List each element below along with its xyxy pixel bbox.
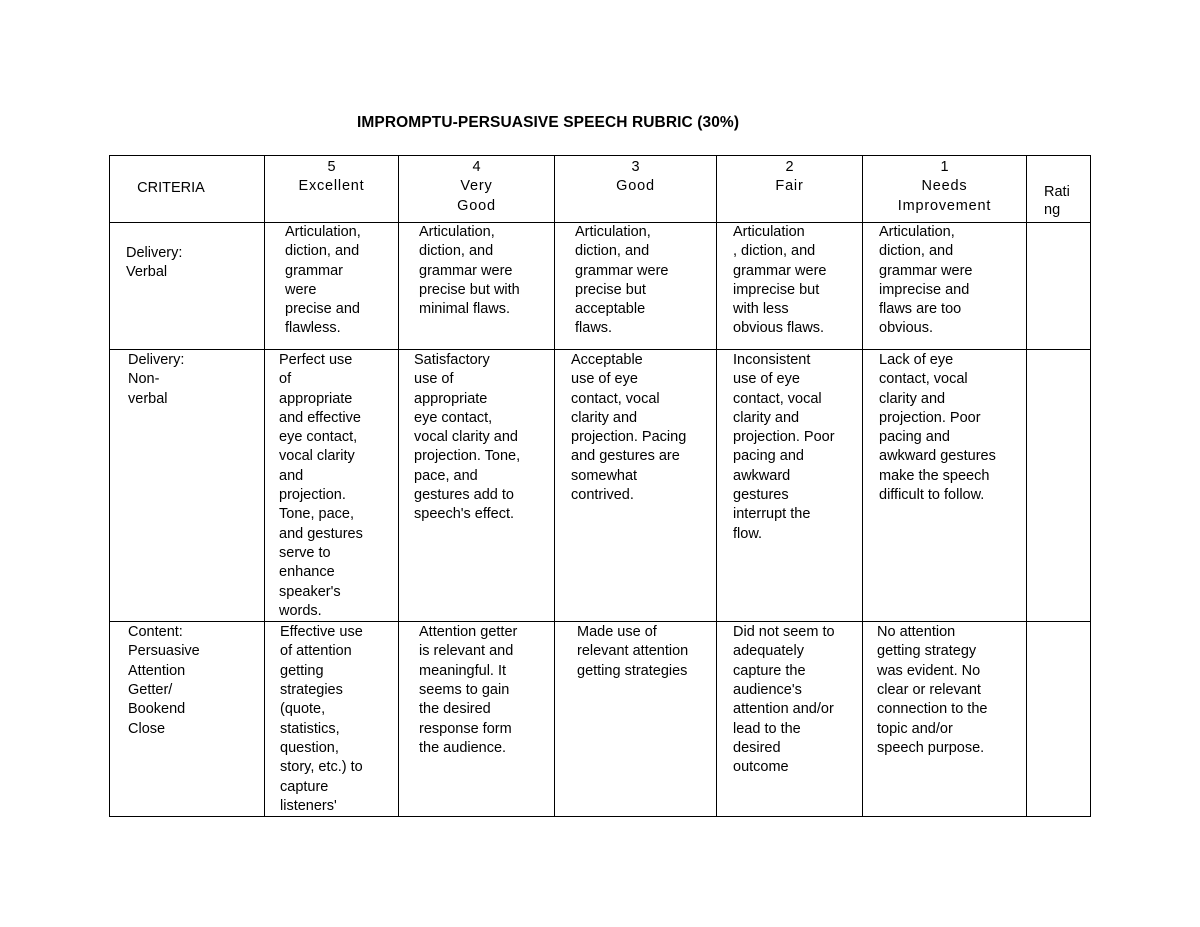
descriptor-text: Did not seem to adequately capture the audience's attention and/or lead to the desired outcome (733, 624, 835, 776)
header-row (110, 156, 1091, 223)
level-header-4 (399, 156, 555, 223)
score-cell-1 (863, 350, 1027, 622)
rating-cell[interactable] (1027, 223, 1091, 350)
rubric-table (109, 155, 1091, 817)
descriptor-text: Inconsistent use of eye contact, vocal clarity and projection. Poor pacing and awkward gestures interrupt the flow. (733, 352, 835, 542)
score-cell-5 (265, 223, 399, 350)
score-cell-4 (399, 223, 555, 350)
level-label: Good (457, 197, 496, 214)
level-score: 2 (785, 159, 794, 175)
score-cell-2 (717, 622, 863, 817)
level-score: 1 (940, 159, 949, 175)
level-label: Excellent (298, 178, 365, 195)
criteria-header (110, 156, 265, 223)
rubric-title: IMPROMPTU-PERSUASIVE SPEECH RUBRIC (30%) (357, 114, 740, 131)
descriptor-text: Acceptable use of eye contact, vocal clarity and projection. Pacing and gestures are somewhat contrived. (571, 352, 687, 504)
rating-header (1027, 156, 1091, 223)
descriptor-text: No attention getting strategy was evident. No clear or relevant connection to the topic and/or speech purpose. (877, 624, 988, 756)
criterion-label: Delivery: Verbal (126, 245, 183, 281)
criterion-label: Content: Persuasive Attention Getter/ Bookend Close (128, 624, 200, 737)
score-cell-5 (265, 622, 399, 817)
level-label: Very (460, 178, 493, 195)
rating-label: ng (1044, 202, 1061, 218)
descriptor-text: Lack of eye contact, vocal clarity and projection. Poor pacing and awkward gestures make the speech difficult to follow. (879, 352, 996, 504)
level-score: 5 (327, 159, 336, 175)
criterion-label: Delivery: Non- verbal (128, 352, 185, 407)
rubric-row-verbal (110, 223, 1091, 350)
descriptor-text: Articulation, diction, and grammar were precise and flawless. (285, 224, 361, 337)
criterion-cell (110, 223, 265, 350)
descriptor-text: Articulation, diction, and grammar were precise but with minimal flaws. (419, 224, 520, 318)
level-label: Fair (775, 178, 804, 195)
level-label: Good (616, 178, 655, 195)
rating-cell[interactable] (1027, 350, 1091, 622)
level-score: 4 (472, 159, 481, 175)
score-cell-3 (555, 350, 717, 622)
descriptor-text: Articulation, diction, and grammar were imprecise and flaws are too obvious. (879, 224, 973, 337)
score-cell-1 (863, 223, 1027, 350)
score-cell-2 (717, 350, 863, 622)
descriptor-text: Satisfactory use of appropriate eye contact, vocal clarity and projection. Tone, pace, and gestures add to speech's effect. (414, 352, 521, 523)
descriptor-text: Articulation, diction, and grammar were precise but acceptable flaws. (575, 224, 669, 337)
criteria-header-label: CRITERIA (137, 180, 205, 197)
descriptor-text: Effective use of attention getting strategies (quote, statistics, question, story, etc.) to capture listeners' (280, 624, 363, 814)
rubric-row-nonverbal (110, 350, 1091, 622)
descriptor-text: Made use of relevant attention getting strategies (577, 624, 689, 679)
rating-label: Rati (1044, 184, 1070, 200)
score-cell-1 (863, 622, 1027, 817)
criterion-cell (110, 350, 265, 622)
score-cell-3 (555, 223, 717, 350)
level-header-5 (265, 156, 399, 223)
rating-cell[interactable] (1027, 622, 1091, 817)
descriptor-text: Perfect use of appropriate and effective eye contact, vocal clarity and projection. Tone, pace, and gestures serve to enhance speaker's words. (279, 352, 363, 619)
criterion-cell (110, 622, 265, 817)
level-label: Improvement (897, 197, 992, 214)
score-cell-4 (399, 350, 555, 622)
level-header-2 (717, 156, 863, 223)
score-cell-4 (399, 622, 555, 817)
level-header-1 (863, 156, 1027, 223)
rubric-row-content (110, 622, 1091, 817)
level-score: 3 (631, 159, 640, 175)
score-cell-3 (555, 622, 717, 817)
score-cell-2 (717, 223, 863, 350)
level-header-3 (555, 156, 717, 223)
descriptor-text: Attention getter is relevant and meaningful. It seems to gain the desired response form the audience. (419, 624, 518, 756)
descriptor-text: Articulation , diction, and grammar were imprecise but with less obvious flaws. (733, 224, 827, 337)
score-cell-5 (265, 350, 399, 622)
level-label: Needs (921, 178, 968, 195)
